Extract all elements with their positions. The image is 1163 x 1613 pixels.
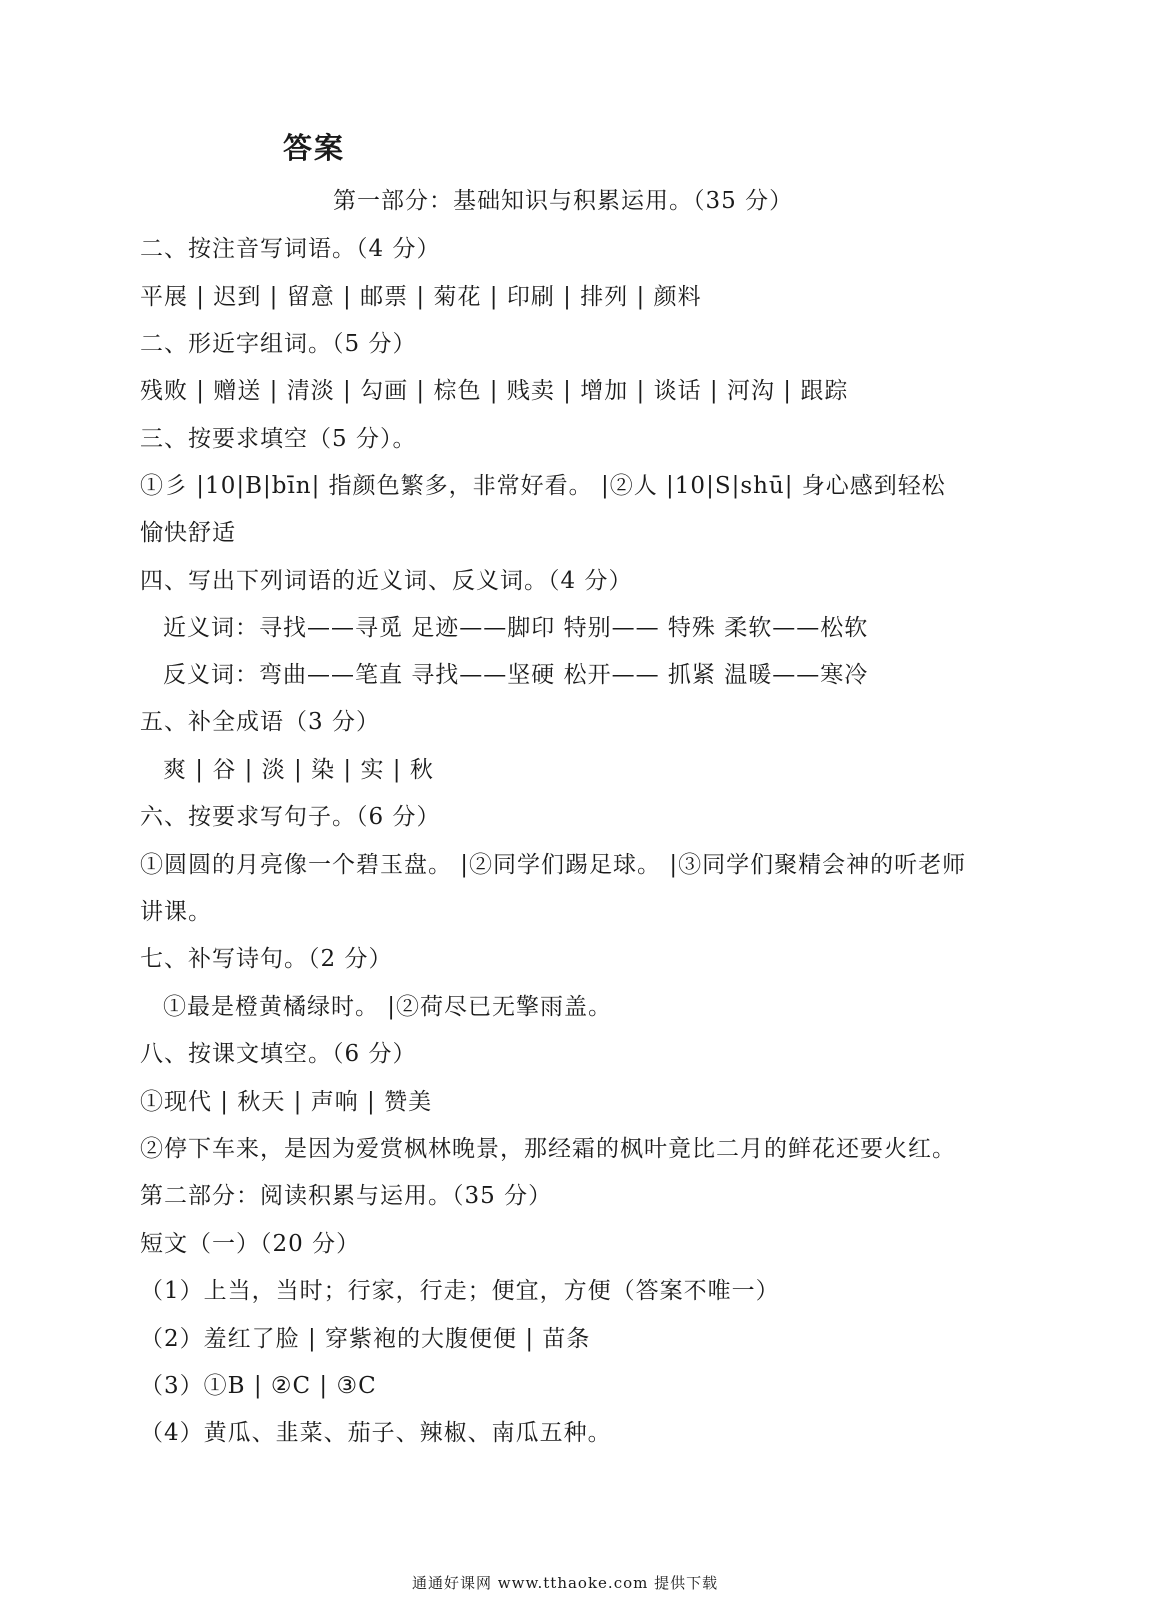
q5-heading: 五、补全成语（3 分） (140, 709, 380, 735)
part2-heading: 第二部分：阅读积累与运用。（35 分） (140, 1183, 553, 1209)
q6-heading: 六、按要求写句子。（6 分） (140, 804, 441, 830)
q2-heading: 二、形近字组词。（5 分） (140, 331, 417, 357)
q6-answer-line2: 讲课。 (140, 899, 212, 925)
passage1-answer-1: （1）上当，当时；行家，行走；便宜，方便（答案不唯一） (140, 1278, 780, 1304)
passage1-answer-3: （3）①B | ②C | ③C (140, 1373, 377, 1399)
q3-answer-line1: ①彡 |10|B|bīn| 指颜色繁多，非常好看。 |②人 |10|S|shū| 身心感到轻松 (140, 473, 946, 499)
q8-heading: 八、按课文填空。（6 分） (140, 1041, 417, 1067)
q8-answer-line2: ②停下车来，是因为爱赏枫林晚景，那经霜的枫叶竟比二月的鲜花还要火红。 (140, 1136, 956, 1162)
q4-synonyms: 近义词：寻找——寻觅 足迹——脚印 特别—— 特殊 柔软——松软 (163, 615, 869, 641)
q1-answer: 平展 | 迟到 | 留意 | 邮票 | 菊花 | 印刷 | 排列 | 颜料 (140, 284, 702, 310)
q4-antonyms: 反义词：弯曲——笔直 寻找——坚硬 松开—— 抓紧 温暖——寒冷 (163, 662, 869, 688)
passage1-answer-4: （4）黄瓜、韭菜、茄子、辣椒、南瓜五种。 (140, 1420, 612, 1446)
q7-answer: ①最是橙黄橘绿时。 |②荷尽已无擎雨盖。 (163, 994, 613, 1020)
passage1-heading: 短文（一）（20 分） (140, 1231, 361, 1257)
q2-answer: 残败 | 赠送 | 清淡 | 勾画 | 棕色 | 贱卖 | 增加 | 谈话 | 河沟 | 跟踪 (140, 378, 849, 404)
q3-answer-line2: 愉快舒适 (140, 520, 236, 546)
q6-answer-line1: ①圆圆的月亮像一个碧玉盘。 |②同学们踢足球。 |③同学们聚精会神的听老师 (140, 852, 967, 878)
q8-answer-line1: ①现代 | 秋天 | 声响 | 赞美 (140, 1089, 433, 1115)
q7-heading: 七、补写诗句。（2 分） (140, 946, 393, 972)
q1-heading: 二、按注音写词语。（4 分） (140, 236, 441, 262)
q4-heading: 四、写出下列词语的近义词、反义词。（4 分） (140, 568, 633, 594)
passage1-answer-2: （2）羞红了脸 | 穿紫袍的大腹便便 | 苗条 (140, 1326, 591, 1352)
footer-watermark: 通通好课网 www.tthaoke.com 提供下载 (412, 1574, 719, 1592)
q3-heading: 三、按要求填空（5 分）。 (140, 426, 417, 452)
page-title: 答案 (283, 131, 346, 165)
part1-heading: 第一部分：基础知识与积累运用。（35 分） (333, 188, 794, 214)
q5-answer: 爽 | 谷 | 淡 | 染 | 实 | 秋 (163, 757, 434, 783)
